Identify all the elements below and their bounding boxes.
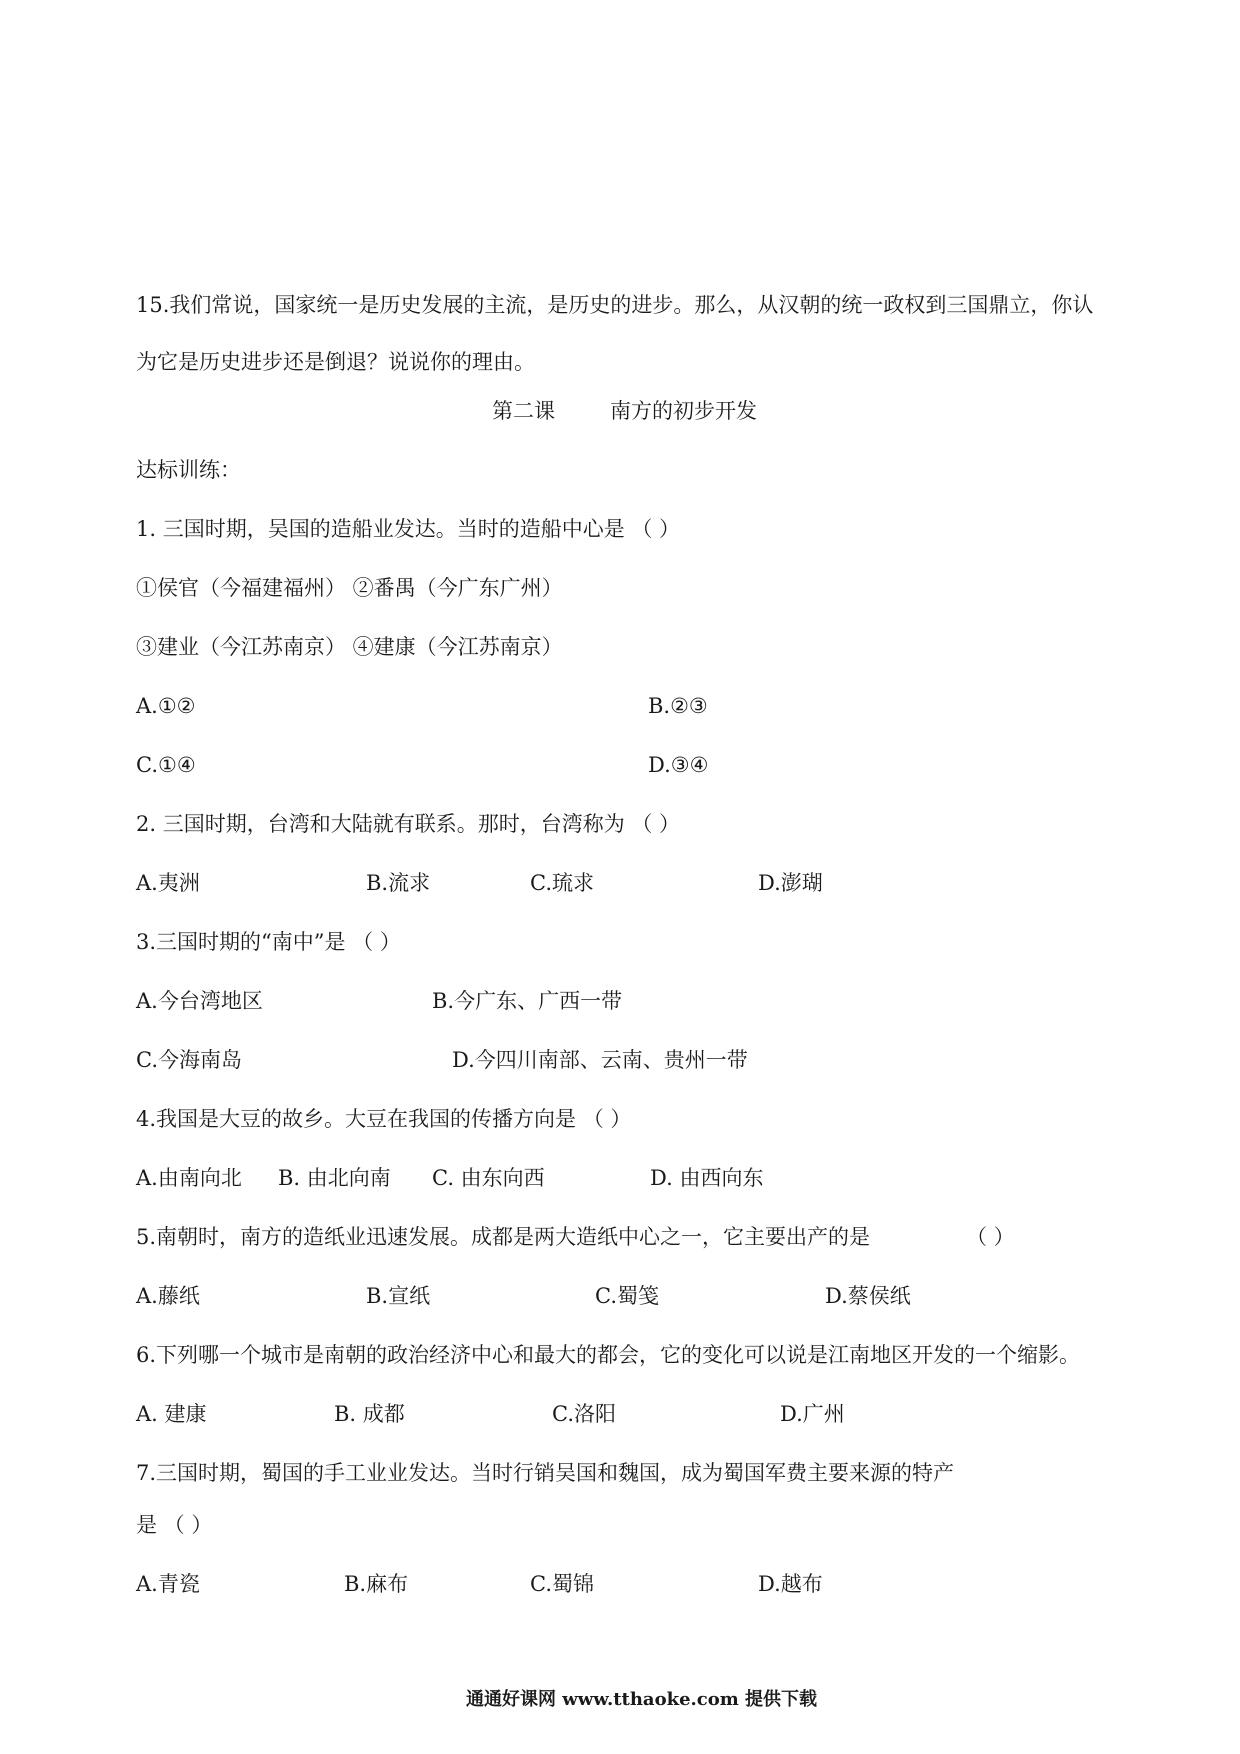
question-7-stem-line-2: 是 （ ） (136, 1513, 213, 1537)
question-7-option-b: B.麻布 (344, 1572, 409, 1596)
question-4-option-b: B. 由北向南 (278, 1166, 391, 1190)
question-1-option-a: A.①② (136, 694, 196, 718)
question-3-option-d: D.今四川南部、云南、贵州一带 (452, 1048, 748, 1072)
question-7-option-a: A.青瓷 (136, 1572, 200, 1596)
question-1-option-b: B.②③ (648, 694, 708, 718)
question-6-option-d: D.广州 (780, 1402, 845, 1426)
question-6-stem: 6.下列哪一个城市是南朝的政治经济中心和最大的都会，它的变化可以说是江南地区开发的一个缩影。 (136, 1343, 1081, 1367)
question-2-option-b: B.流求 (366, 871, 431, 895)
question-15-line-2: 为它是历史进步还是倒退？说说你的理由。 (136, 350, 535, 374)
section-label: 达标训练： (136, 458, 241, 482)
question-3-option-c: C.今海南岛 (136, 1048, 242, 1072)
question-5-option-a: A.藤纸 (136, 1284, 200, 1308)
footer-source: 通通好课网 www.tthaoke.com 提供下载 (466, 1689, 818, 1710)
question-5-option-b: B.宣纸 (366, 1284, 431, 1308)
question-2-stem: 2. 三国时期，台湾和大陆就有联系。那时，台湾称为 （ ） (136, 812, 681, 836)
question-7-option-d: D.越布 (758, 1572, 823, 1596)
lesson-number: 第二课 (492, 399, 555, 423)
question-1-option-d: D.③④ (648, 753, 709, 777)
question-3-option-a: A.今台湾地区 (136, 989, 263, 1013)
question-2-option-a: A.夷洲 (136, 871, 200, 895)
question-1-choices-line-2: ③建业（今江苏南京） ④建康（今江苏南京） (136, 635, 563, 659)
question-6-option-b: B. 成都 (334, 1402, 405, 1426)
question-6-option-c: C.洛阳 (552, 1402, 616, 1426)
question-15-line-1: 15.我们常说，国家统一是历史发展的主流，是历史的进步。那么，从汉朝的统一政权到三国鼎立，你认 (136, 293, 1094, 317)
question-7-stem: 7.三国时期，蜀国的手工业业发达。当时行销吴国和魏国，成为蜀国军费主要来源的特产 (136, 1461, 955, 1485)
question-5-option-d: D.蔡侯纸 (825, 1284, 911, 1308)
question-5-option-c: C.蜀笺 (595, 1284, 659, 1308)
question-4-option-d: D. 由西向东 (650, 1166, 764, 1190)
question-2-option-d: D.澎瑚 (758, 871, 823, 895)
question-5-stem: 5.南朝时，南方的造纸业迅速发展。成都是两大造纸中心之一，它主要出产的是 (136, 1225, 871, 1249)
question-1-option-c: C.①④ (136, 753, 196, 777)
question-4-option-a: A.由南向北 (136, 1166, 242, 1190)
question-1-stem: 1. 三国时期，吴国的造船业发达。当时的造船中心是 （ ） (136, 517, 681, 541)
question-3-stem: 3.三国时期的“南中”是 （ ） (136, 930, 401, 954)
question-3-option-b: B.今广东、广西一带 (432, 989, 623, 1013)
question-6-option-a: A. 建康 (136, 1402, 207, 1426)
lesson-title: 南方的初步开发 (610, 399, 757, 423)
question-7-option-c: C.蜀锦 (530, 1572, 594, 1596)
question-4-stem: 4.我国是大豆的故乡。大豆在我国的传播方向是 （ ） (136, 1107, 632, 1131)
question-1-choices-line-1: ①侯官（今福建福州） ②番禺（今广东广州） (136, 576, 563, 600)
lesson-heading (492, 397, 757, 425)
question-5-bracket: （ ） (966, 1225, 1015, 1249)
question-2-option-c: C.琉求 (530, 871, 594, 895)
question-4-option-c: C. 由东向西 (432, 1166, 545, 1190)
